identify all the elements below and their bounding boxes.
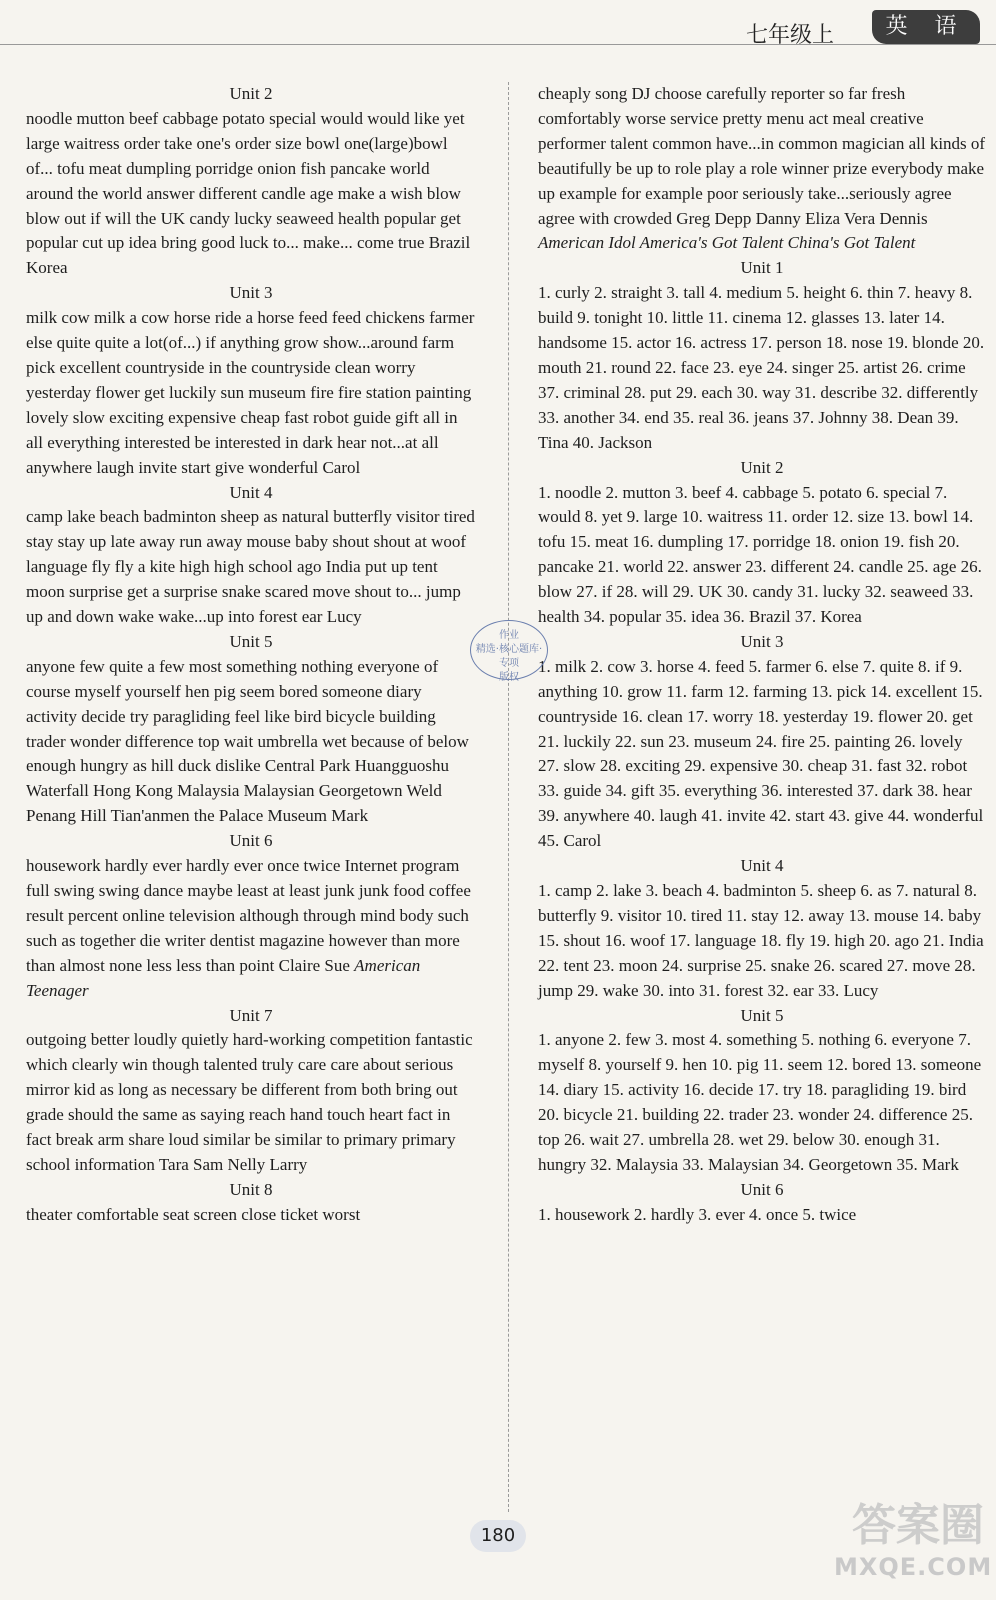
unit-title: Unit 7 xyxy=(229,1005,273,1025)
vocab-list: outgoing better loudly quietly hard-working competition fantastic which clearly win though talented truly care care about serious mirror kid as long as necessary be different from both bring out grade should the same as saying reach hand touch heart fact in fact break arm share loud similar be similar to primary primary school information Tara Sam Nelly Larry xyxy=(26,1030,473,1174)
stamp-line: 作业 xyxy=(499,630,519,641)
answer-list: 1. housework 2. hardly 3. ever 4. once 5. twice xyxy=(538,1204,857,1224)
grade-label: 七年级上 xyxy=(746,23,835,48)
vocab-list: milk cow milk a cow horse ride a horse feed feed chickens farmer else quite quite a lot(of...) if anything grow show...around farm pick excellent countryside in the countryside clean worry yesterday flower get luckily sun museum fire fire station painting lovely slow exciting expensive cheap fast robot guide gift all in all everything interested be interested in dark hear not...at all anywhere laugh invite start give wonderful Carol xyxy=(26,308,475,477)
watermark-logo: 答案圈 xyxy=(852,1500,984,1551)
unit-title: Unit 3 xyxy=(229,283,273,303)
vocab-list: noodle mutton beef cabbage potato special would would like yet large waitress order take one's order size bowl one(large)bowl of... tofu meat dumpling porridge onion fish pancake world around the world answer different candle age make a wish blow blow out if will the UK candy lucky seaweed health popular get popular cut up idea bring good luck to... make... come true Brazil Korea xyxy=(26,108,471,278)
stamp-line: 精选·核心题库·专项 xyxy=(475,644,543,669)
header-rule xyxy=(0,44,996,45)
page-number: 180 xyxy=(470,1520,526,1552)
unit-title: Unit 1 xyxy=(740,258,784,278)
unit-title: Unit 3 xyxy=(740,631,784,651)
unit-title: Unit 5 xyxy=(229,631,273,651)
unit-title: Unit 6 xyxy=(229,831,273,851)
answer-list: 1. milk 2. cow 3. horse 4. feed 5. farmer 6. else 7. quite 8. if 9. anything 10. grow 11. farm 12. farming 13. pick 14. excellent 15. countryside 16. clean 17. worry 18. yesterday 19. flower 20. get 21. luckily 22. sun 23. museum 24. fire 25. painting 26. lovely 27. slow 28. exciting 29. expensive 30. cheap 31. fast 32. robot 33. guide 34. gift 35. everything 36. interested 37. dark 38. hear 39. anywhere 40. laugh 41. invite 42. start 43. give 44. wonderful 45. Carol xyxy=(538,656,984,851)
unit-title: Unit 5 xyxy=(740,1005,784,1025)
vocab-list: theater comfortable seat screen close ticket worst xyxy=(26,1204,361,1224)
vocab-list: cheaply song DJ choose carefully reporter so far fresh comfortably worse service pretty menu act meal creative performer talent common have...in common magician all kinds of beautifully be up to role play a role winner prize everybody make up example for example poor seriously take...seriously agree agree with crowded Greg Depp Danny Eliza Vera Dennis xyxy=(538,84,986,228)
unit-title: Unit 8 xyxy=(229,1179,273,1199)
publisher-stamp xyxy=(470,620,548,683)
left-column xyxy=(26,82,476,1228)
vocab-list: anyone few quite a few most something nothing everyone of course myself yourself hen pig seem bored someone diary activity decide try paragliding feel like bird bicycle building trader wonder difference top wait umbrella wet because of below enough hungry as hill duck dislike Central Park Huangguoshu Waterfall Hong Kong Malaysia Malaysian Georgetown Weld Penang Hill Tian'anmen the Palace Museum Mark xyxy=(26,656,469,826)
vocab-list: camp lake beach badminton sheep as natural butterfly visitor tired stay stay up late away run away mouse baby shout shout at woof language fly fly a kite high high school ago India put up tent moon surprise get a surprise snake scared move shout to... jump up and down wake wake...up into forest ear Lucy xyxy=(26,507,475,627)
unit-title: Unit 4 xyxy=(740,856,784,876)
column-divider xyxy=(508,82,509,1512)
unit-title: Unit 2 xyxy=(229,84,273,103)
subject-badge: 英 语 xyxy=(872,10,980,44)
answer-list: 1. curly 2. straight 3. tall 4. medium 5. height 6. thin 7. heavy 8. build 9. tonight 10. little 11. cinema 12. glasses 13. later 14. handsome 15. actor 16. actress 17. person 18. nose 19. blonde 20. mouth 21. round 22. face 23. eye 24. singer 25. artist 26. crime 37. criminal 28. put 29. each 30. way 31. describe 32. differently 33. another 34. end 35. real 36. jeans 37. Johnny 38. Dean 39. Tina 40. Jackson xyxy=(538,283,985,452)
vocab-list: housework hardly ever hardly ever once twice Internet program full swing swing dance maybe least at least junk junk food coffee result percent online television although through mind body such such as together die writer dentist magazine however than more than almost none less less than point Claire Sue xyxy=(26,856,471,975)
answer-list: 1. anyone 2. few 3. most 4. something 5. nothing 6. everyone 7. myself 8. yourself 9. hen 10. pig 11. seem 12. bored 13. someone 14. diary 15. activity 16. decide 17. try 18. paragliding 19. bird 20. bicycle 21. building 22. trader 23. wonder 24. difference 25. top 26. wait 27. umbrella 28. wet 29. below 30. enough 31. hungry 32. Malaysia 33. Malaysian 34. Georgetown 35. Mark xyxy=(538,1030,982,1174)
unit-title: Unit 2 xyxy=(740,457,784,477)
vocab-italic: American Idol America's Got Talent China's Got Talent xyxy=(538,233,916,253)
vocab-italic: American Teenager xyxy=(26,955,421,1000)
unit-title: Unit 4 xyxy=(229,482,273,502)
site-watermark xyxy=(834,1500,993,1590)
right-column xyxy=(538,82,986,1228)
answer-list: 1. noodle 2. mutton 3. beef 4. cabbage 5. potato 6. special 7. would 8. yet 9. large 10. waitress 11. order 12. size 13. bowl 14. tofu 15. meat 16. dumpling 17. porridge 18. onion 19. fish 20. pancake 21. world 22. answer 23. different 24. candle 25. age 26. blow 27. if 28. will 29. UK 30. candy 31. lucky 32. seaweed 33. health 34. popular 35. idea 36. Brazil 37. Korea xyxy=(538,482,982,627)
answer-list: 1. camp 2. lake 3. beach 4. badminton 5. sheep 6. as 7. natural 8. butterfly 9. visitor 10. tired 11. stay 12. away 13. mouse 14. baby 15. shout 16. woof 17. language 18. fly 19. high 20. ago 21. India 22. tent 23. moon 24. surprise 25. snake 26. scared 27. move 28. jump 29. wake 30. into 31. forest 32. ear 33. Lucy xyxy=(538,881,984,1000)
unit-title: Unit 6 xyxy=(740,1179,784,1199)
stamp-line: 版权 xyxy=(499,672,519,683)
watermark-url: MXQE.COM xyxy=(834,1553,993,1581)
